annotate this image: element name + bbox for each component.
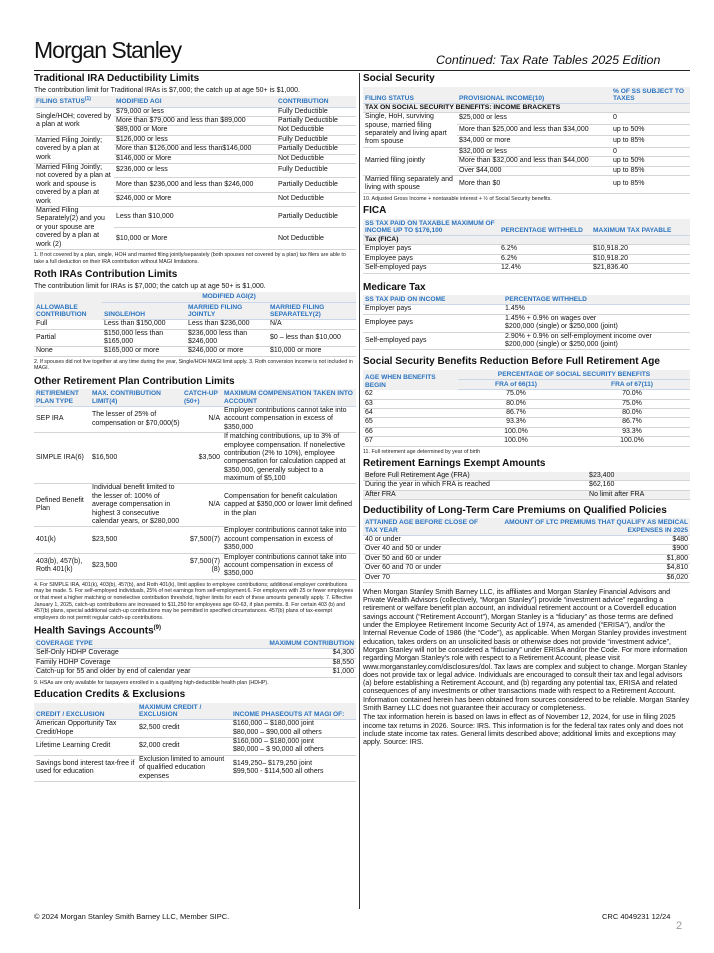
left-column bbox=[34, 73, 356, 782]
table-cell: $23,500 bbox=[90, 527, 182, 553]
other-table bbox=[34, 389, 356, 579]
table-row bbox=[363, 399, 690, 408]
table-cell: 401(k) bbox=[34, 527, 90, 553]
table-cell: 6.2% bbox=[499, 245, 591, 254]
table-cell: American Opportunity Tax Credit/Hope bbox=[34, 720, 137, 738]
table-cell: $149,250– $179,250 joint $99,500 - $114,500 all others bbox=[231, 755, 356, 781]
table-cell: $89,000 or More bbox=[114, 126, 276, 135]
hsa-h2: MAXIMUM CONTRIBUTION bbox=[241, 639, 356, 649]
table-cell: Fully Deductible bbox=[276, 164, 356, 178]
table-cell: 93.3% bbox=[458, 418, 574, 427]
roth-h-mfj: MARRIED FILING JOINTLY bbox=[186, 302, 268, 320]
table-cell: N/A bbox=[182, 406, 222, 432]
table-row bbox=[34, 206, 356, 227]
ltc-table bbox=[363, 518, 690, 582]
table-cell: None bbox=[34, 347, 102, 356]
table-cell: $126,000 or less bbox=[114, 135, 276, 144]
fica-h2: PERCENTAGE WITHHELD bbox=[499, 219, 591, 236]
table-cell: 70.0% bbox=[574, 390, 690, 399]
table-cell: 100.0% bbox=[458, 437, 574, 446]
table-row bbox=[363, 305, 690, 314]
ss-note: 10. Adjusted Gross Income + nontaxable interest + ½ of Social Security benefits. bbox=[363, 195, 552, 202]
table-cell: Family HDHP Coverage bbox=[34, 658, 241, 667]
hsa-title: Health Savings Accounts$^{(9)}$ bbox=[34, 625, 162, 637]
table-row bbox=[34, 484, 356, 527]
table-cell: $3,500 bbox=[182, 433, 222, 484]
table-cell: Exclusion limited to amount of qualified education expenses bbox=[137, 755, 231, 781]
table-cell: up to 85% bbox=[611, 136, 690, 148]
table-cell: $160,000 – $180,000 joint $80,000 – $ 90,000 all others bbox=[231, 738, 356, 756]
table-cell: 6.2% bbox=[499, 254, 591, 263]
table-cell: Catch-up for 55 and older by end of calendar year bbox=[34, 668, 241, 677]
medicare-title: Medicare Tax bbox=[363, 281, 426, 293]
table-cell: up to 50% bbox=[611, 124, 690, 136]
table-cell: 86.7% bbox=[458, 409, 574, 418]
table-cell: $2,500 credit bbox=[137, 720, 231, 738]
table-cell: More than $0 bbox=[457, 175, 611, 193]
table-cell: Over 50 and 60 or under bbox=[363, 554, 493, 563]
hsa-note: 9. HSAs are only available for taxpayers enrolled in a qualifying high-deductible health plan (HDHP). bbox=[34, 679, 269, 686]
table-cell: Partially Deductible bbox=[276, 145, 356, 154]
table-cell: Partially Deductible bbox=[276, 206, 356, 227]
table-cell: 12.4% bbox=[499, 264, 591, 273]
medicare-h2: PERCENTAGE WITHHELD bbox=[503, 295, 690, 305]
ssred-note: 11. Full retirement age determined by year of birth bbox=[363, 448, 481, 455]
table-row bbox=[363, 409, 690, 418]
brand-logo: Morgan Stanley bbox=[34, 37, 182, 63]
table-cell: $160,000 – $180,000 joint $80,000 – $90,000 all others bbox=[231, 720, 356, 738]
table-row bbox=[34, 738, 356, 756]
roth-h-magi: MODIFIED AGI(2) bbox=[102, 292, 356, 302]
table-row bbox=[363, 427, 690, 436]
ss-h2: PROVISIONAL INCOME(10) bbox=[457, 87, 611, 104]
table-cell: During the year in which FRA is reached bbox=[363, 481, 587, 490]
table-cell: $23,400 bbox=[587, 472, 690, 481]
table-row bbox=[34, 755, 356, 781]
other-title: Other Retirement Plan Contribution Limits bbox=[34, 375, 235, 387]
header-rule bbox=[34, 70, 690, 71]
table-cell: Partially Deductible bbox=[276, 178, 356, 192]
table-row bbox=[34, 668, 356, 677]
disclaimer bbox=[363, 588, 690, 747]
table-cell: 64 bbox=[363, 409, 458, 418]
table-cell: $246,000 or more bbox=[186, 347, 268, 356]
footer-crc: CRC 4049231 12/24 bbox=[602, 912, 671, 921]
trad-ira-h2: MODIFIED AGI bbox=[114, 96, 276, 107]
table-cell: $32,000 or less bbox=[457, 147, 611, 156]
table-cell: Not Deductible bbox=[276, 126, 356, 135]
filing-status-cell: Married Filing Separately(2) and you or your spouse are covered by a plan at work (2) bbox=[34, 206, 114, 249]
table-row bbox=[363, 490, 690, 499]
table-cell: 62 bbox=[363, 390, 458, 399]
table-cell: $10,918.20 bbox=[591, 254, 690, 263]
table-cell: Self-Only HDHP Coverage bbox=[34, 649, 241, 658]
column-divider bbox=[359, 73, 360, 909]
roth-table bbox=[34, 292, 356, 356]
table-cell: $7,500(7)(8) bbox=[182, 553, 222, 579]
table-cell: 80.0% bbox=[458, 399, 574, 408]
table-cell: $34,000 or more bbox=[457, 136, 611, 148]
other-h3: CATCH-UP (50+) bbox=[182, 389, 222, 406]
table-row bbox=[34, 720, 356, 738]
table-cell: The lesser of 25% of compensation or $70,000(5) bbox=[90, 406, 182, 432]
edu-h3: INCOME PHASEOUTS AT MAGI OF: bbox=[231, 703, 356, 720]
table-cell: $150,000 less than $165,000 bbox=[102, 329, 186, 347]
table-cell: Less than $150,000 bbox=[102, 320, 186, 329]
table-cell: $480 bbox=[493, 535, 690, 544]
table-cell: 67 bbox=[363, 437, 458, 446]
trad-ira-title: Traditional IRA Deductibility Limits bbox=[34, 73, 200, 84]
table-cell: $236,000 less than $246,000 bbox=[186, 329, 268, 347]
table-row bbox=[363, 472, 690, 481]
ssred-title: Social Security Benefits Reduction Before Full Retirement Age bbox=[363, 356, 660, 368]
table-cell: 86.7% bbox=[574, 418, 690, 427]
table-cell: $10,918.20 bbox=[591, 245, 690, 254]
table-cell: $900 bbox=[493, 545, 690, 554]
table-cell: $4,300 bbox=[241, 649, 356, 658]
table-cell: Savings bond interest tax-free if used for education bbox=[34, 755, 137, 781]
table-row bbox=[363, 535, 690, 544]
table-cell: More than $126,000 and less than$146,000 bbox=[114, 145, 276, 154]
table-cell: $25,000 or less bbox=[457, 113, 611, 125]
table-cell: After FRA bbox=[363, 490, 587, 499]
table-row bbox=[34, 135, 356, 144]
trad-ira-h1: FILING STATUS$^{(1)}$ bbox=[34, 96, 114, 107]
table-cell: up to 50% bbox=[611, 157, 690, 166]
table-row bbox=[34, 329, 356, 347]
table-row bbox=[363, 564, 690, 573]
table-row bbox=[363, 175, 690, 193]
table-cell: 80.0% bbox=[574, 409, 690, 418]
table-cell: Not Deductible bbox=[276, 228, 356, 249]
right-column bbox=[363, 73, 690, 748]
table-cell: Self-employed pays bbox=[363, 264, 499, 273]
table-cell: Employer pays bbox=[363, 305, 503, 314]
other-note: 4. For SIMPLE IRA, 401(k), 403(b), 457(b), and Roth 401(k), limit applies to employee contributions; additional employer contributions may be made. 5. For self-employed individuals, 25% of net earnings from self-employment.6. For employers with 25 or fewer employees or that meet a higher matching or nonelective contribution threshold, higher limits for each of these amounts generally apply. 7. Effective January 1, 2025, catch-up contributions are increased to $11,250 for employees age 60-63, if plan permits. 8. For certain 403 (b) and 457(b) plans, special additional catch-up contributions may be permitted in specified circumstances. 457(b) plans of tax-exempt employers do not permit regular catch-up contributions. bbox=[34, 581, 354, 621]
table-row bbox=[363, 554, 690, 563]
table-row bbox=[363, 390, 690, 399]
fica-table bbox=[363, 219, 690, 274]
table-cell: $236,000 or less bbox=[114, 164, 276, 178]
table-cell: SEP IRA bbox=[34, 406, 90, 432]
hsa-table bbox=[34, 639, 356, 677]
page-header: Continued: Tax Rate Tables 2025 Edition bbox=[436, 53, 661, 67]
ss-table bbox=[363, 87, 690, 194]
table-row bbox=[363, 545, 690, 554]
table-cell: 75.0% bbox=[574, 399, 690, 408]
table-cell: $7,500(7) bbox=[182, 527, 222, 553]
other-h2: MAX. CONTRIBUTION LIMIT(4) bbox=[90, 389, 182, 406]
table-cell: 66 bbox=[363, 427, 458, 436]
table-cell: N/A bbox=[182, 484, 222, 527]
table-cell: 100.0% bbox=[574, 437, 690, 446]
ltc-h1: ATTAINED AGE BEFORE CLOSE OF TAX YEAR bbox=[363, 518, 493, 535]
ssred-table bbox=[363, 370, 690, 447]
edu-h2: MAXIMUM CREDIT / EXCLUSION bbox=[137, 703, 231, 720]
table-cell: $165,000 or more bbox=[102, 347, 186, 356]
table-cell: $1,000 bbox=[241, 668, 356, 677]
page-number: 2 bbox=[676, 920, 683, 932]
table-cell: More than $79,000 and less than $89,000 bbox=[114, 117, 276, 126]
table-cell: up to 85% bbox=[611, 175, 690, 193]
roth-h-allow: ALLOWABLE CONTRIBUTION bbox=[36, 304, 87, 319]
table-cell: Before Full Retirement Age (FRA) bbox=[363, 472, 587, 481]
table-row bbox=[34, 406, 356, 432]
fica-h1: SS TAX PAID ON TAXABLE MAXIMUM OF INCOME UP TO $176,100 bbox=[363, 219, 499, 236]
table-cell: $16,500 bbox=[90, 433, 182, 484]
table-cell: 1.45% + 0.9% on wages over $200,000 (single) or $250,000 (joint) bbox=[503, 314, 690, 332]
fica-title: FICA bbox=[363, 205, 387, 217]
table-cell: 0 bbox=[611, 113, 690, 125]
table-cell: If matching contributions, up to 3% of employee compensation. If nonelective contribution (2% to 10%), employee compensation for calculation capped at $350,000, generally subject to a maximum of $5,100 bbox=[222, 433, 356, 484]
table-cell: $23,500 bbox=[90, 553, 182, 579]
earn-table bbox=[363, 472, 690, 500]
table-row bbox=[34, 527, 356, 553]
footer-copyright: © 2024 Morgan Stanley Smith Barney LLC, Member SIPC. bbox=[34, 912, 230, 921]
disclaimer-p1: When Morgan Stanley Smith Barney LLC, its affiliates and Morgan Stanley Financial Advisors and Private Wealth Advisors (collectively, “Morgan Stanley”) provide “investment advice” regarding a retirement or welfare benefit plan account, an individual retirement account or a Coverdell education savings account (“Retirement Account”), Morgan Stanley is a “fiduciary” as those terms are defined under the Employee Retirement Income Security Act of 1974, as amended (“ERISA”), and/or the Internal Revenue Code of 1986 (the “Code”), as applicable. When Morgan Stanley provides investment education, takes orders on an unsolicited basis or otherwise does not provide “investment advice”, Morgan Stanley will not be considered a “fiduciary” under ERISA and/or the Code. For more information regarding Morgan Stanley’s role with respect to a Retirement Account, please visit www.morganstanley.com/disclosures/dol. Tax laws are complex and subject to change. Morgan Stanley does not provide tax or legal advice. Individuals are encouraged to consult their tax and legal advisors (a) before establishing a Retirement Account, and (b) regarding any potential tax, ERISA and related consequences of any investments or other transactions made with respect to a Retirement Account. Information contained herein has been obtained from sources considered to be reliable. Morgan Stanley Smith Barney LLC does not guarantee their accuracy or completeness. bbox=[363, 587, 690, 713]
table-cell: up to 85% bbox=[611, 166, 690, 175]
table-row bbox=[34, 347, 356, 356]
table-cell: Not Deductible bbox=[276, 192, 356, 206]
table-cell: $79,000 or less bbox=[114, 107, 276, 116]
edu-title: Education Credits & Exclusions bbox=[34, 689, 186, 701]
table-cell: $21,836.40 bbox=[591, 264, 690, 273]
table-cell: N/A bbox=[268, 320, 356, 329]
ssred-h4: FRA of 67(11) bbox=[574, 380, 690, 390]
table-cell: $1,800 bbox=[493, 554, 690, 563]
table-row bbox=[363, 332, 690, 350]
table-cell: Fully Deductible bbox=[276, 135, 356, 144]
table-row bbox=[363, 245, 690, 254]
table-cell: Defined Benefit Plan bbox=[34, 484, 90, 527]
table-cell: $62,160 bbox=[587, 481, 690, 490]
table-row bbox=[363, 481, 690, 490]
table-cell: $10,000 or More bbox=[114, 228, 276, 249]
table-cell: Employer contributions cannot take into account compensation in excess of $350,000 bbox=[222, 527, 356, 553]
filing-status-cell: Single, HoH, surviving spouse, married filing separately and living apart from spouse bbox=[363, 113, 457, 148]
filing-status-cell: Married filing jointly bbox=[363, 147, 457, 175]
fica-subheader: Tax (FICA) bbox=[363, 236, 690, 245]
edu-table bbox=[34, 703, 356, 782]
fica-h3: MAXIMUM TAX PAYABLE bbox=[591, 219, 690, 236]
table-cell: $146,000 or More bbox=[114, 154, 276, 163]
ssred-h2: PERCENTAGE OF SOCIAL SECURITY BENEFITS bbox=[458, 370, 690, 380]
hsa-h1: COVERAGE TYPE bbox=[34, 639, 241, 649]
table-cell: 75.0% bbox=[458, 390, 574, 399]
table-cell: More than $32,000 and less than $44,000 bbox=[457, 157, 611, 166]
roth-intro: The contribution limit for IRAs is $7,000; the catch up at age 50+ is $1,000. bbox=[34, 282, 266, 290]
table-cell: Not Deductible bbox=[276, 154, 356, 163]
table-cell: 63 bbox=[363, 399, 458, 408]
trad-ira-note: 1. If not covered by a plan, single, HOH and married filing jointly/separately (both spouses not covered by a plan) tax filers are able to take a full deduction on their IRA contribution without MAGI limitations. bbox=[34, 251, 346, 265]
table-cell: $6,020 bbox=[493, 573, 690, 582]
table-cell: Over 70 bbox=[363, 573, 493, 582]
table-cell: Compensation for benefit calculation capped at $350,000 or lower limit defined in the plan bbox=[222, 484, 356, 527]
table-cell: 65 bbox=[363, 418, 458, 427]
table-cell: 2.90% + 0.9% on self-employment income over $200,000 (single) or $250,000 (joint) bbox=[503, 332, 690, 350]
ssred-h1: AGE WHEN BENEFITS BEGIN bbox=[365, 374, 436, 389]
table-row bbox=[363, 437, 690, 446]
filing-status-cell: Single/HOH; covered by a plan at work bbox=[34, 107, 114, 135]
trad-ira-intro: The contribution limit for Traditional IRAs is $7,000; the catch up at age 50+ is $1,000. bbox=[34, 86, 300, 94]
table-row bbox=[363, 314, 690, 332]
medicare-table bbox=[363, 295, 690, 350]
table-cell: Individual benefit limited to the lesser of: 100% of average compensation in highest 3 consecutive calendar years, or $280,000 bbox=[90, 484, 182, 527]
table-row bbox=[363, 254, 690, 263]
table-cell: Employee pays bbox=[363, 254, 499, 263]
roth-title: Roth IRAs Contribution Limits bbox=[34, 269, 178, 281]
table-cell: Partially Deductible bbox=[276, 117, 356, 126]
table-row bbox=[34, 553, 356, 579]
table-cell: $8,550 bbox=[241, 658, 356, 667]
other-h1: RETIREMENT PLAN TYPE bbox=[34, 389, 90, 406]
roth-note: 2. If spouses did not live together at any time during the year, Single/HOH MAGI limit apply. 3. Roth conversion income is not included in MAGI. bbox=[34, 358, 353, 372]
table-cell: Self-employed pays bbox=[363, 332, 503, 350]
table-cell: Partial bbox=[34, 329, 102, 347]
table-cell: Full bbox=[34, 320, 102, 329]
table-row bbox=[363, 573, 690, 582]
table-cell: $246,000 or More bbox=[114, 192, 276, 206]
table-row bbox=[34, 433, 356, 484]
table-cell: Fully Deductible bbox=[276, 107, 356, 116]
trad-ira-table bbox=[34, 96, 356, 250]
ss-h1: FILING STATUS bbox=[363, 87, 457, 104]
table-cell: Employer contributions cannot take into account compensation in excess of $350,000 bbox=[222, 553, 356, 579]
ssred-h3: FRA of 66(11) bbox=[458, 380, 574, 390]
table-cell: $4,810 bbox=[493, 564, 690, 573]
table-cell: $0 – less than $10,000 bbox=[268, 329, 356, 347]
ltc-h2: AMOUNT OF LTC PREMIUMS THAT QUALIFY AS MEDICAL EXPENSES IN 2025 bbox=[493, 518, 690, 535]
table-row bbox=[34, 649, 356, 658]
table-cell: Employee pays bbox=[363, 314, 503, 332]
table-cell: No limit after FRA bbox=[587, 490, 690, 499]
edu-h1: CREDIT / EXCLUSION bbox=[34, 703, 137, 720]
table-cell: Over 40 and 50 or under bbox=[363, 545, 493, 554]
table-cell: Over $44,000 bbox=[457, 166, 611, 175]
table-cell: More than $25,000 and less than $34,000 bbox=[457, 124, 611, 136]
table-row bbox=[34, 658, 356, 667]
table-cell: 40 or under bbox=[363, 535, 493, 544]
roth-h-mfs: MARRIED FILING SEPARATELY(2) bbox=[268, 302, 356, 320]
filing-status-cell: Married filing separately and living with spouse bbox=[363, 175, 457, 193]
table-cell: 100.0% bbox=[458, 427, 574, 436]
ss-subheader: TAX ON SOCIAL SECURITY BENEFITS: INCOME BRACKETS bbox=[363, 104, 690, 113]
table-row bbox=[363, 113, 690, 125]
medicare-h1: SS TAX PAID ON INCOME bbox=[363, 295, 503, 305]
table-cell: SIMPLE IRA(6) bbox=[34, 433, 90, 484]
filing-status-cell: Married Filing Jointly; covered by a plan at work bbox=[34, 135, 114, 163]
table-cell: Employer pays bbox=[363, 245, 499, 254]
table-row bbox=[363, 418, 690, 427]
ltc-title: Deductibility of Long-Term Care Premiums on Qualified Policies bbox=[363, 504, 667, 516]
table-cell: More than $236,000 and less than $246,000 bbox=[114, 178, 276, 192]
earn-title: Retirement Earnings Exempt Amounts bbox=[363, 458, 546, 470]
table-cell: Over 60 and 70 or under bbox=[363, 564, 493, 573]
table-row bbox=[363, 264, 690, 273]
other-h4: MAXIMUM COMPENSATION TAKEN INTO ACCOUNT bbox=[222, 389, 356, 406]
table-cell: $10,000 or more bbox=[268, 347, 356, 356]
table-cell: Less than $236,000 bbox=[186, 320, 268, 329]
table-cell: 0 bbox=[611, 147, 690, 156]
table-row bbox=[363, 147, 690, 156]
disclaimer-p2: The tax information herein is based on laws in effect as of November 12, 2024, for use in filing 2025 income tax returns in 2026. Source: IRS. This information is for the federal tax rates only and does not include state income tax rates. General limits described above; additional limits and exceptions may apply. Source: IRS. bbox=[363, 713, 684, 747]
table-cell: 1.45% bbox=[503, 305, 690, 314]
trad-ira-h3: CONTRIBUTION bbox=[276, 96, 356, 107]
ss-h3: % OF SS SUBJECT TO TAXES bbox=[611, 87, 690, 104]
table-cell: $2,000 credit bbox=[137, 738, 231, 756]
table-cell: Less than $10,000 bbox=[114, 206, 276, 227]
table-cell: 403(b), 457(b), Roth 401(k) bbox=[34, 553, 90, 579]
table-cell: Lifetime Learning Credit bbox=[34, 738, 137, 756]
table-row bbox=[34, 320, 356, 329]
table-cell: Employer contributions cannot take into account compensation in excess of $350,000 bbox=[222, 406, 356, 432]
ss-title: Social Security bbox=[363, 73, 435, 84]
table-row bbox=[34, 107, 356, 116]
table-row bbox=[34, 164, 356, 178]
table-cell: 93.3% bbox=[574, 427, 690, 436]
filing-status-cell: Married Filing Jointly; not covered by a plan at work and spouse is covered by a plan at work bbox=[34, 164, 114, 207]
roth-h-single: SINGLE/HOH bbox=[102, 302, 186, 320]
